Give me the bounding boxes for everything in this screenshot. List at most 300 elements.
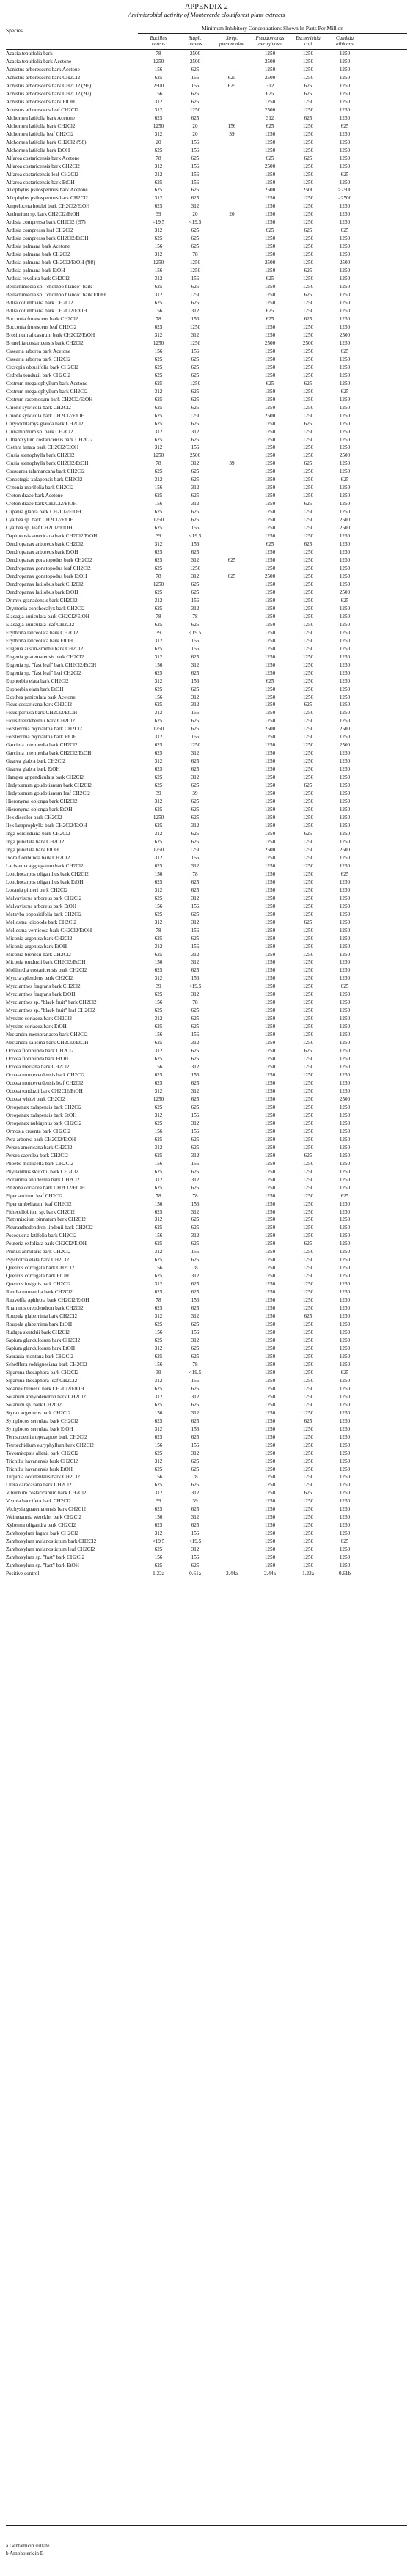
mic-cell: 625 (191, 404, 200, 411)
mic-cell: 1250 (302, 1289, 314, 1296)
mic-cell: 1250 (339, 219, 351, 226)
mic-cell: 1250 (302, 823, 314, 829)
mic-cell: 1250 (302, 1104, 314, 1110)
table-row (6, 1473, 407, 1481)
mic-cell: 1250 (339, 1506, 351, 1513)
mic-cell: 625 (191, 581, 200, 587)
mic-cell: 312 (191, 557, 200, 564)
mic-cell: 1250 (302, 1563, 314, 1569)
mic-cell: 1250 (339, 1040, 351, 1046)
mic-cell: 1250 (302, 51, 314, 56)
mic-cell: 312 (191, 1514, 200, 1521)
table-row (6, 733, 407, 741)
species-cell: Phyllanthus skutchii bark CH2Cl2 (6, 1168, 78, 1175)
mic-cell: 625 (191, 420, 200, 427)
mic-cell: 625 (304, 1313, 313, 1320)
table-row (6, 412, 407, 420)
table-row (6, 484, 407, 492)
mic-cell: 312 (154, 919, 163, 925)
mic-cell: 1250 (302, 1257, 314, 1263)
mic-cell: 1250 (264, 396, 276, 403)
mic-cell: 1250 (339, 1233, 351, 1239)
table-row (6, 90, 407, 98)
species-cell: Euphorbia elata bark EtOH (6, 686, 64, 692)
mic-cell: 1250 (302, 243, 314, 250)
mic-cell: 1250 (302, 139, 314, 145)
mic-cell: 1250 (302, 694, 314, 700)
mic-cell: 39 (156, 1369, 161, 1376)
table-row (6, 1272, 407, 1280)
mic-cell: 1250 (339, 645, 351, 652)
mic-cell: 625 (191, 1289, 200, 1296)
mic-cell: 1250 (264, 195, 276, 202)
mic-cell: 1250 (264, 444, 276, 451)
mic-cell: 1250 (264, 452, 276, 459)
mic-cell: 156 (191, 276, 200, 282)
mic-cell: 1250 (302, 621, 314, 628)
mic-cell: 1250 (339, 1450, 351, 1456)
table-row (6, 380, 407, 388)
table-row (6, 1031, 407, 1039)
mic-cell: 156 (191, 147, 200, 153)
mic-cell: 312 (191, 460, 200, 467)
table-row (6, 694, 407, 702)
mic-cell: 625 (191, 1321, 200, 1328)
mic-cell: 625 (154, 621, 163, 628)
mic-cell: 1250 (264, 854, 276, 861)
mic-cell: 1250 (302, 469, 314, 475)
mic-cell: 625 (154, 1072, 163, 1079)
mic-cell: 1250 (264, 1321, 276, 1328)
table-row (6, 114, 407, 122)
mic-cell: 625 (154, 1482, 163, 1489)
table-row (6, 870, 407, 878)
table-row (6, 259, 407, 267)
mic-cell: 625 (227, 573, 236, 579)
species-cell: Miconia brenesii bark CH2Cl2 (6, 951, 71, 958)
mic-cell: 1250 (264, 243, 276, 250)
table-row (6, 862, 407, 870)
mic-cell: 1250 (264, 782, 276, 789)
mic-cell: 625 (191, 1281, 200, 1288)
mic-cell: 625 (191, 1104, 200, 1110)
table-row (6, 757, 407, 766)
species-cell: Vismia baccifera bark CH2Cl2 (6, 1498, 71, 1505)
mic-cell: 625 (191, 509, 200, 515)
mic-cell: 625 (154, 1225, 163, 1231)
mic-cell: 625 (154, 589, 163, 595)
mic-cell: 1250 (189, 268, 201, 274)
mic-cell: 156 (191, 1032, 200, 1038)
mic-cell: 625 (154, 412, 163, 419)
mic-cell: 1250 (264, 830, 276, 837)
mic-cell: 1250 (264, 493, 276, 499)
species-cell: Piper umbellatum leaf CH2Cl2 (6, 1200, 72, 1207)
mic-cell: 1250 (302, 895, 314, 901)
mic-cell: 1250 (339, 1530, 351, 1537)
table-row (6, 227, 407, 235)
table-row (6, 1546, 407, 1554)
mic-cell: 1250 (264, 878, 276, 885)
species-cell: Rudgea skutchii bark CH2Cl2 (6, 1329, 70, 1336)
mic-cell: 1250 (264, 1425, 276, 1432)
mic-cell: 78 (156, 51, 161, 56)
mic-cell: 1250 (302, 1393, 314, 1400)
mic-cell: 1250 (264, 1337, 276, 1343)
mic-cell: 1250 (302, 163, 314, 169)
mic-cell: 312 (154, 1016, 163, 1022)
mic-cell: 625 (304, 1152, 313, 1159)
species-cell: Myrcia splendens bark CH2Cl2 (6, 975, 73, 982)
mic-cell: 625 (191, 967, 200, 974)
mic-cell: 312 (191, 1040, 200, 1046)
species-cell: Lonchocarpus oliganthus bark EtOH (6, 878, 84, 885)
mic-cell: 625 (191, 1168, 200, 1175)
species-cell: Quercus insignis bark CH2Cl2 (6, 1281, 71, 1288)
species-cell: Alfaroa costaricensis bark EtOH (6, 179, 75, 186)
mic-cell: 1250 (339, 807, 351, 813)
table-row (6, 935, 407, 943)
mic-cell: 625 (304, 782, 313, 789)
mic-cell: 625 (154, 1120, 163, 1126)
table-row (6, 1434, 407, 1442)
mic-cell: 312 (154, 106, 163, 113)
mic-cell: 1250 (302, 284, 314, 290)
mic-cell: 156 (191, 163, 200, 169)
mic-cell: 312 (266, 82, 274, 89)
mic-cell: 625 (191, 621, 200, 628)
mic-cell: 312 (191, 862, 200, 869)
table-row (6, 1458, 407, 1466)
mic-cell: 1250 (302, 404, 314, 411)
mic-cell: 312 (191, 895, 200, 901)
mic-cell: 2500 (339, 260, 351, 266)
mic-cell: 156 (154, 694, 163, 700)
mic-cell: 156 (191, 943, 200, 950)
mic-cell: 1250 (302, 718, 314, 724)
mic-cell: 1250 (264, 694, 276, 700)
mic-cell: 625 (304, 1048, 313, 1054)
species-cell: Urera caracasana bark CH2Cl2 (6, 1482, 72, 1489)
mic-cell: 1250 (339, 710, 351, 716)
table-header (6, 21, 407, 49)
mic-cell: 1250 (302, 1225, 314, 1231)
species-cell: Quercus corrugata bark CH2Cl2 (6, 1265, 75, 1272)
mic-cell: 625 (154, 300, 163, 307)
mic-cell: 156 (191, 710, 200, 716)
mic-cell: 1250 (339, 573, 351, 579)
table-row (6, 1489, 407, 1497)
mic-cell: 625 (304, 830, 313, 837)
mic-cell: 1250 (264, 799, 276, 805)
species-cell: Brunellia costaricensis bark CH2Cl2 (6, 340, 84, 346)
table-row (6, 1104, 407, 1112)
species-cell: Miconia argentea bark CH2Cl2 (6, 935, 73, 942)
species-cell: Siparuna thecaphora leaf CH2Cl2 (6, 1377, 78, 1384)
mic-cell: 1250 (302, 1506, 314, 1513)
mic-cell: 1250 (339, 1345, 351, 1351)
table-row (6, 1240, 407, 1248)
species-cell: Drymonia conchocalyx bark CH2Cl2 (6, 605, 85, 612)
mic-cell: 625 (340, 597, 349, 603)
table-row (6, 991, 407, 999)
mic-cell: 1250 (302, 412, 314, 419)
mic-cell: 1250 (302, 444, 314, 451)
species-cell: Ilex lamprophylla bark CH2Cl2/EtOH (6, 823, 87, 829)
mic-cell: 625 (266, 315, 274, 322)
mic-cell: 1250 (339, 1329, 351, 1336)
mic-cell: 1250 (339, 605, 351, 612)
mic-cell: 156 (154, 1409, 163, 1416)
mic-cell: 312 (154, 1144, 163, 1151)
mic-cell: 625 (266, 541, 274, 548)
mic-cell: 1250 (302, 58, 314, 65)
table-row (6, 50, 407, 58)
mic-cell: 1250 (264, 975, 276, 982)
species-cell: Ocotea floribunda bark EtOH (6, 1056, 69, 1063)
table-row (6, 1071, 407, 1079)
species-cell: Siparuna thecaphora bark CH2Cl2 (6, 1369, 79, 1376)
mic-cell: 1250 (302, 991, 314, 998)
mic-cell: 1250 (339, 412, 351, 419)
species-cell: Beilschmiedia sp. "chombo blanco" bark (6, 284, 92, 290)
mic-cell: 1250 (264, 557, 276, 564)
mic-cell: 1250 (302, 653, 314, 660)
mic-cell: 1250 (339, 356, 351, 362)
mic-cell: 312 (191, 1233, 200, 1239)
mic-cell: 1250 (339, 1490, 351, 1497)
mic-cell: 625 (154, 235, 163, 242)
mic-cell: 1250 (339, 1546, 351, 1553)
table-row (6, 774, 407, 782)
table-row (6, 903, 407, 911)
mic-cell: 1250 (302, 1112, 314, 1118)
mic-cell: 78 (192, 1361, 198, 1368)
mic-cell: 1250 (302, 1546, 314, 1553)
species-cell: Saurauia montana bark CH2Cl2 (6, 1353, 74, 1359)
mic-cell: 1250 (264, 1506, 276, 1513)
species-cell: Meliosma idiopoda bark CH2Cl2 (6, 919, 77, 925)
mic-cell: 625 (191, 1353, 200, 1359)
mic-cell: 1250 (264, 807, 276, 813)
mic-cell: 1250 (339, 637, 351, 644)
mic-cell: 625 (191, 372, 200, 378)
mic-cell: 1250 (189, 380, 201, 386)
species-header: Species (6, 27, 23, 34)
mic-cell: 1250 (302, 557, 314, 564)
mic-cell: 1250 (302, 1377, 314, 1384)
species-cell: Dendropanax gonatopodus leaf CH2Cl2 (6, 565, 91, 571)
mic-cell: 1250 (339, 790, 351, 797)
mic-cell: 1250 (339, 1555, 351, 1561)
table-row (6, 122, 407, 131)
mic-cell: 39 (156, 1498, 161, 1505)
mic-cell: 1250 (339, 1104, 351, 1110)
mic-cell: 625 (340, 171, 349, 177)
table-row (6, 147, 407, 155)
mic-cell: 1250 (302, 1514, 314, 1521)
species-cell: Euphorbia elata bark CH2Cl2 (6, 678, 69, 684)
mic-cell: 312 (191, 1546, 200, 1553)
species-cell: Croton draco bark CH2Cl2/EtOH (6, 501, 77, 507)
table-row (6, 1377, 407, 1385)
mic-cell: 625 (154, 356, 163, 362)
mic-cell: 1250 (264, 581, 276, 587)
table-row (6, 468, 407, 476)
mic-cell: 1250 (264, 661, 276, 668)
species-cell: Positive control (6, 1571, 40, 1577)
mic-cell: 1250 (264, 911, 276, 917)
mic-cell: 156 (154, 1233, 163, 1239)
mic-cell: 1250 (264, 1080, 276, 1086)
mic-cell: 625 (154, 1208, 163, 1215)
mic-cell: 625 (191, 227, 200, 234)
mic-cell: 1250 (339, 501, 351, 507)
table-row (6, 1120, 407, 1128)
mic-cell: 1250 (339, 51, 351, 56)
species-cell: Cyathea sp. bark CH2Cl2/EtOH (6, 517, 74, 524)
mic-cell: 625 (340, 870, 349, 877)
mic-cell: 625 (340, 1369, 349, 1376)
mic-cell: 312 (154, 710, 163, 716)
mic-cell: 625 (191, 300, 200, 307)
species-cell: Solanum aphyodendron bark CH2Cl2 (6, 1393, 86, 1400)
mic-cell: 1250 (264, 1072, 276, 1079)
mic-cell: 2500 (339, 726, 351, 733)
mic-cell: 625 (154, 823, 163, 829)
mic-cell: 1250 (264, 284, 276, 290)
footnote: b Amphotericin B (6, 2550, 44, 2556)
mic-cell: 1250 (302, 1345, 314, 1351)
mic-cell: 1250 (302, 356, 314, 362)
species-cell: Clethra lanata bark CH2Cl2/EtOH (6, 444, 79, 451)
mic-cell: 1250 (339, 766, 351, 773)
mic-cell: 1250 (339, 903, 351, 909)
mic-cell: 1250 (302, 678, 314, 684)
mic-cell: 625 (191, 686, 200, 692)
mic-cell: 156 (191, 82, 200, 89)
mic-cell: 1250 (339, 1080, 351, 1086)
mic-cell: 625 (266, 122, 274, 129)
species-cell: Croton draco bark Acetone (6, 493, 63, 499)
mic-cell: 625 (304, 292, 313, 298)
mic-cell: 625 (304, 90, 313, 97)
mic-cell: 1250 (264, 469, 276, 475)
mic-cell: 312 (154, 637, 163, 644)
species-cell: Ardisia palmana bark CH2Cl2 (6, 252, 70, 258)
mic-cell: 625 (304, 114, 313, 121)
mic-cell: 625 (191, 66, 200, 73)
mic-cell: 1250 (264, 1563, 276, 1569)
table-row (6, 420, 407, 428)
mic-cell: 1250 (264, 605, 276, 612)
mic-cell: 625 (154, 187, 163, 194)
mic-cell: 625 (154, 645, 163, 652)
mic-cell: 1250 (302, 758, 314, 765)
mic-cell: 1250 (264, 1442, 276, 1448)
table-row (6, 1128, 407, 1136)
mic-cell: 312 (154, 830, 163, 837)
species-cell: Ficus pertusa bark CH2Cl2/EtOH (6, 710, 78, 716)
mic-cell: 1250 (302, 669, 314, 676)
mic-cell: 625 (154, 557, 163, 564)
mic-cell: 156 (154, 999, 163, 1006)
mic-cell: 625 (154, 605, 163, 612)
mic-cell: 625 (191, 878, 200, 885)
mic-cell: 1250 (339, 1361, 351, 1368)
mic-cell: 312 (191, 959, 200, 966)
mic-cell: 625 (191, 589, 200, 595)
mic-cell: 1250 (339, 1136, 351, 1142)
mic-cell: 1250 (302, 396, 314, 403)
mic-cell: 1250 (302, 66, 314, 73)
mic-cell: 312 (154, 98, 163, 105)
mic-cell: 2500 (302, 187, 314, 194)
mic-cell: 312 (191, 1393, 200, 1400)
mic-cell: 2500 (339, 517, 351, 524)
table-row (6, 1345, 407, 1353)
mic-cell: 1250 (339, 268, 351, 274)
mic-cell: 1250 (339, 1087, 351, 1094)
mic-cell: 625 (340, 983, 349, 990)
mic-cell: 1250 (264, 1056, 276, 1063)
mic-cell: 1250 (264, 1353, 276, 1359)
mic-cell: 312 (154, 887, 163, 893)
mic-cell: 312 (154, 1087, 163, 1094)
mic-cell: 625 (304, 155, 313, 161)
mic-cell: 312 (191, 1208, 200, 1215)
mic-cell: 1250 (264, 1361, 276, 1368)
mic-cell: 1250 (302, 846, 314, 853)
mic-cell: 1250 (302, 1032, 314, 1038)
table-row (6, 540, 407, 548)
mic-cell: 312 (154, 854, 163, 861)
species-cell: Eugenia sp. "fast leaf" leaf CH2Cl2 (6, 669, 81, 676)
mic-cell: 1250 (189, 260, 201, 266)
mic-cell: 1250 (339, 774, 351, 781)
species-cell: Miconia argentea bark EtOH (6, 943, 67, 950)
mic-cell: 625 (154, 1450, 163, 1456)
mic-cell: 1250 (153, 340, 164, 346)
mic-cell: 1250 (302, 1040, 314, 1046)
table-row (6, 1522, 407, 1530)
mic-cell: 625 (154, 1506, 163, 1513)
mic-cell: 156 (191, 1425, 200, 1432)
mic-cell: 2500 (264, 260, 276, 266)
species-cell: Ficus tuerckheimii bark CH2Cl2 (6, 718, 76, 724)
table-row (6, 1337, 407, 1345)
mic-cell: 1250 (339, 340, 351, 346)
mic-cell: 625 (191, 284, 200, 290)
mic-cell: 1250 (339, 959, 351, 966)
mic-cell: <19.5 (189, 983, 202, 990)
mic-cell: 1250 (302, 710, 314, 716)
mic-cell: 312 (191, 1409, 200, 1416)
table-row (6, 428, 407, 436)
mic-cell: 2500 (264, 163, 276, 169)
mic-cell: 1250 (264, 1128, 276, 1134)
mic-cell: 1250 (339, 951, 351, 958)
mic-cell: 625 (304, 420, 313, 427)
mic-cell: 1250 (339, 66, 351, 73)
mic-cell: 625 (154, 549, 163, 556)
column-header: Bacillus cereus (150, 35, 167, 47)
mic-cell: 1250 (339, 1466, 351, 1472)
mic-cell: 312 (154, 1530, 163, 1537)
mic-cell: 1250 (339, 1072, 351, 1079)
mic-cell: 625 (191, 935, 200, 942)
mic-cell: 1250 (302, 428, 314, 435)
